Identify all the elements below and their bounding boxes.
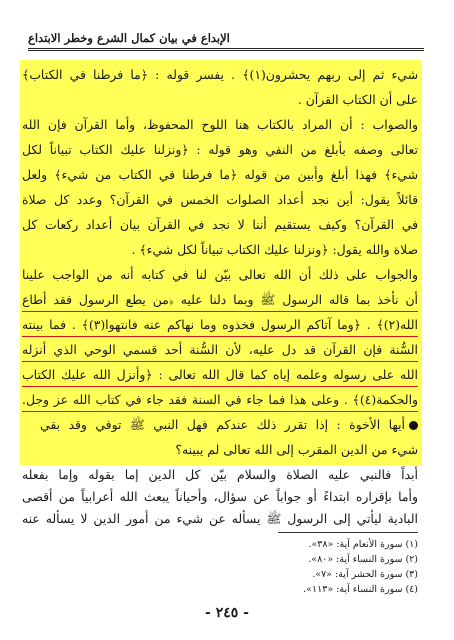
- header-title: الإبداع في بيان كمال الشرع وخطر الابتداع: [28, 31, 230, 45]
- footnote-4: (٤) سورة النساء آية: «١١٣».: [303, 584, 418, 595]
- body-line-5: شيء﴾ فهذا أبلغ وأبين من قوله ﴿ما فرطنا في الكتاب من شيء﴾ ولعل: [22, 167, 418, 182]
- body-line-3: والصواب : أن المراد بالكتاب هنا اللوح المحفوظ، وأما القرآن فإن الله: [22, 117, 418, 132]
- body-line-13: الله على رسوله وعلمه إياه كما قال الله تعالى : ﴿وأنزل الله عليك الكتاب: [22, 364, 418, 387]
- body-line-15-text: أيها الأخوة : إذا تقرر ذلك عندكم فهل النبي ﷺ توفي وقد بقي: [40, 417, 405, 432]
- body-line-4: تعالى وصفه بأبلغ من النفي وهو قوله : ﴿ونزلنا عليك الكتاب تبياناً لكل: [22, 142, 418, 157]
- body-line-11: الله(٢)﴾ . ﴿وما آتاكم الرسول فخذوه وما نهاكم عنه فانتهوا(٣)﴾ . فما بينته: [22, 314, 418, 337]
- footnote-separator: [278, 532, 418, 533]
- body-line-2: على أن الكتاب القرآن .: [297, 92, 418, 107]
- body-line-10: أن نأخذ بما قاله الرسول ﷺ وبما دلنا عليه ﴿من يطع الرسول فقد أطاع: [22, 289, 418, 312]
- body-line-12: السُّنة فإن القرآن قد دل عليه، لأن السُّنة أحد قسمي الوحي الذي أنزله: [22, 339, 418, 362]
- footnote-3: (٣) سورة الحشر آية: «٧».: [312, 569, 418, 580]
- body-line-16: شيء من الدين المقرب إلى الله تعالى لم يبينه؟: [175, 442, 418, 457]
- body-line-7: في القرآن؟ وكيف يستقيم أننا لا نجد في القرآن بيان أعداد ركعات كل: [22, 217, 418, 232]
- body-line-14: والحكمة(٤)﴾ . وعلى هذا فما جاء في السنة فقد جاء في كتاب الله عز وجل.: [22, 389, 418, 412]
- body-line-1: شيء ثم إلى ربهم يحشرون(١)﴾ . يفسر قوله : ﴿ما فرطنا في الكتاب﴾: [22, 67, 418, 82]
- running-header: [28, 22, 424, 51]
- page-number: - ٢٤٥ -: [205, 605, 249, 621]
- body-line-15: [40, 414, 418, 436]
- body-line-19: البادية ليأتي إلى الرسول ﷺ يسأله عن شيء من أمور الدين لا يسأله عنه: [22, 511, 418, 526]
- body-line-8: صلاة والله يقول: ﴿ونزلنا عليك الكتاب تبياناً لكل شيء﴾ .: [131, 242, 418, 257]
- footnote-1: (١) سورة الأنعام آية: «٣٨».: [308, 539, 418, 550]
- body-line-9: والجواب على ذلك أن الله تعالى بيّن لنا في كتابه أنه من الواجب علينا: [22, 267, 418, 282]
- body-line-18: وأما بإقراره ابتداءً أو جواباً عن سؤال، وأحياناً يبعث الله أعرابياً من أقصى: [22, 489, 418, 504]
- body-line-17: أبداً فالنبي عليه الصلاة والسلام بيّن كل الدين إما بقوله وإما بفعله: [22, 467, 418, 482]
- bullet-icon: [409, 421, 418, 430]
- body-line-6: قائلاً يقول: أين نجد أعداد الصلوات الخمس في القرآن؟ وعدد كل صلاة: [22, 192, 418, 207]
- footnote-2: (٢) سورة النساء آية: «٨٠».: [308, 554, 418, 565]
